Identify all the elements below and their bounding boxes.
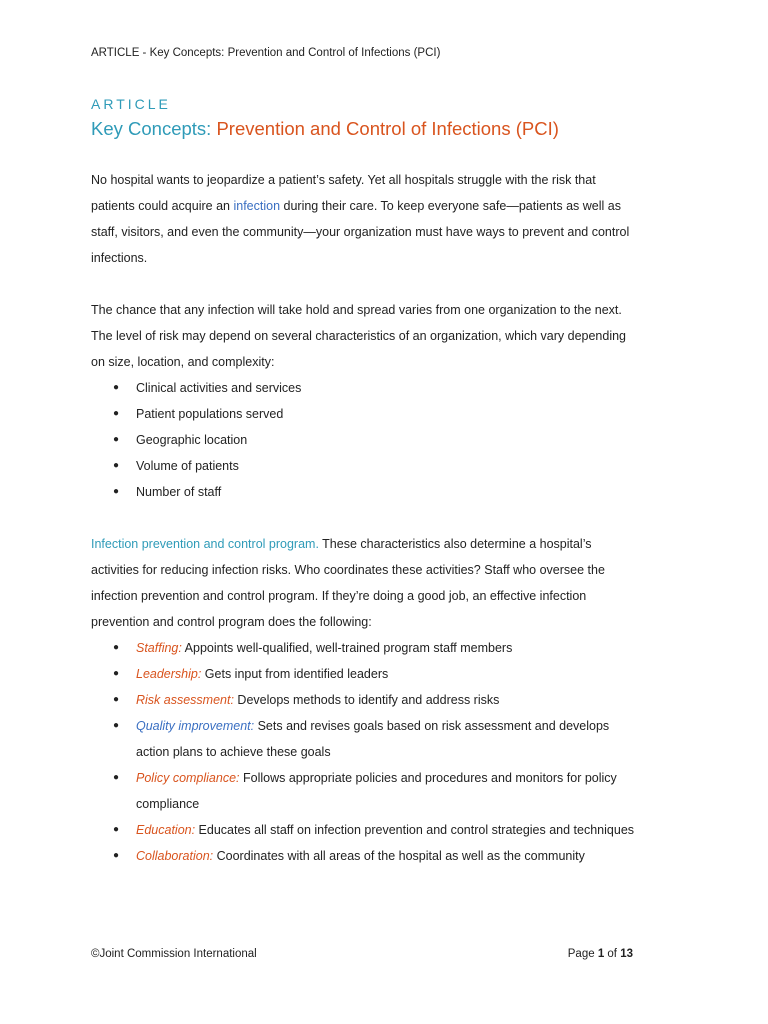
bullet-icon: ● (113, 720, 120, 731)
program-item-text: Appoints well-qualified, well-trained program staff members (181, 641, 513, 655)
list-item (91, 479, 641, 505)
bullet-icon: ● (113, 850, 120, 861)
list-item (91, 765, 641, 817)
intro-paragraph (91, 167, 641, 271)
intro-text-1: No hospital wants to jeopardize a patient’s safety. Yet all hospitals struggle with the risk that patients could acquire an (91, 173, 596, 213)
bullet-icon: ● (113, 434, 120, 445)
program-term: Policy compliance: (136, 771, 240, 785)
program-term: Risk assessment: (136, 693, 234, 707)
article-eyebrow: ARTICLE (91, 96, 171, 112)
program-paragraph (91, 531, 641, 635)
program-item-text: Follows appropriate policies and procedures and monitors for policy compliance (136, 771, 617, 811)
list-item (91, 427, 641, 453)
article-body (91, 167, 641, 869)
running-header: ARTICLE - Key Concepts: Prevention and Control of Infections (PCI) (91, 47, 441, 59)
bullet-icon: ● (113, 382, 120, 393)
article-title-main: Prevention and Control of Infections (PCI) (216, 118, 559, 139)
program-heading: Infection prevention and control program. (91, 537, 319, 551)
program-item-text: Sets and revises goals based on risk assessment and develops action plans to achieve these goals (136, 719, 610, 759)
footer-copyright: ©Joint Commission International (91, 948, 257, 960)
program-item-text: Coordinates with all areas of the hospital as well as the community (213, 849, 585, 863)
page-label: Page (567, 948, 598, 960)
list-item (91, 843, 641, 869)
list-item (91, 661, 641, 687)
program-term: Collaboration: (136, 849, 214, 863)
risk-paragraph: The chance that any infection will take hold and spread varies from one organization to the next. The level of risk may depend on several characteristics of an organization, which vary depending on size, location, and complexity: (91, 303, 627, 369)
infection-link[interactable]: infection (233, 199, 281, 213)
list-item (91, 375, 641, 401)
bullet-icon: ● (113, 824, 120, 835)
bullet-icon: ● (113, 642, 120, 653)
page-of-label: of (604, 948, 621, 960)
list-item (91, 635, 641, 661)
bullet-icon: ● (113, 408, 120, 419)
page-number (568, 948, 633, 960)
list-item (91, 687, 641, 713)
program-item-text: Develops methods to identify and address risks (233, 693, 500, 707)
page-current: 1 (597, 948, 605, 960)
list-item (91, 817, 641, 843)
bullet-icon: ● (113, 460, 120, 471)
program-term: Education: (136, 823, 196, 837)
list-item (91, 453, 641, 479)
bullet-icon: ● (113, 772, 120, 783)
bullet-icon: ● (113, 486, 120, 497)
list-item-text: Volume of patients (136, 459, 239, 473)
article-title-lead: Key Concepts: (91, 118, 217, 139)
list-item-text: Clinical activities and services (136, 381, 302, 395)
list-item (91, 401, 641, 427)
program-item-text: Gets input from identified leaders (201, 667, 389, 681)
characteristics-list (91, 375, 641, 505)
bullet-icon: ● (113, 668, 120, 679)
article-title (91, 118, 559, 140)
program-term: Quality improvement: (136, 719, 255, 733)
list-item-text: Number of staff (136, 485, 222, 499)
program-list (91, 635, 641, 869)
list-item-text: Geographic location (136, 433, 248, 447)
intro-text-2: during their care. To keep everyone safe—patients as well as staff, visitors, and even the community—your organization must have ways to prevent and control infections. (91, 199, 630, 265)
program-item-text: Educates all staff on infection prevention and control strategies and techniques (195, 823, 635, 837)
list-item-text: Patient populations served (136, 407, 284, 421)
program-term: Staffing: (136, 641, 182, 655)
program-term: Leadership: (136, 667, 202, 681)
list-item (91, 713, 641, 765)
program-text: These characteristics also determine a hospital’s activities for reducing infection risks. Who coordinates these activities? Staff who oversee the infection prevention and control program. If they’re doing a good job, an effective infection prevention and control program does the following: (91, 537, 605, 629)
page-total: 13 (620, 948, 633, 960)
bullet-icon: ● (113, 694, 120, 705)
